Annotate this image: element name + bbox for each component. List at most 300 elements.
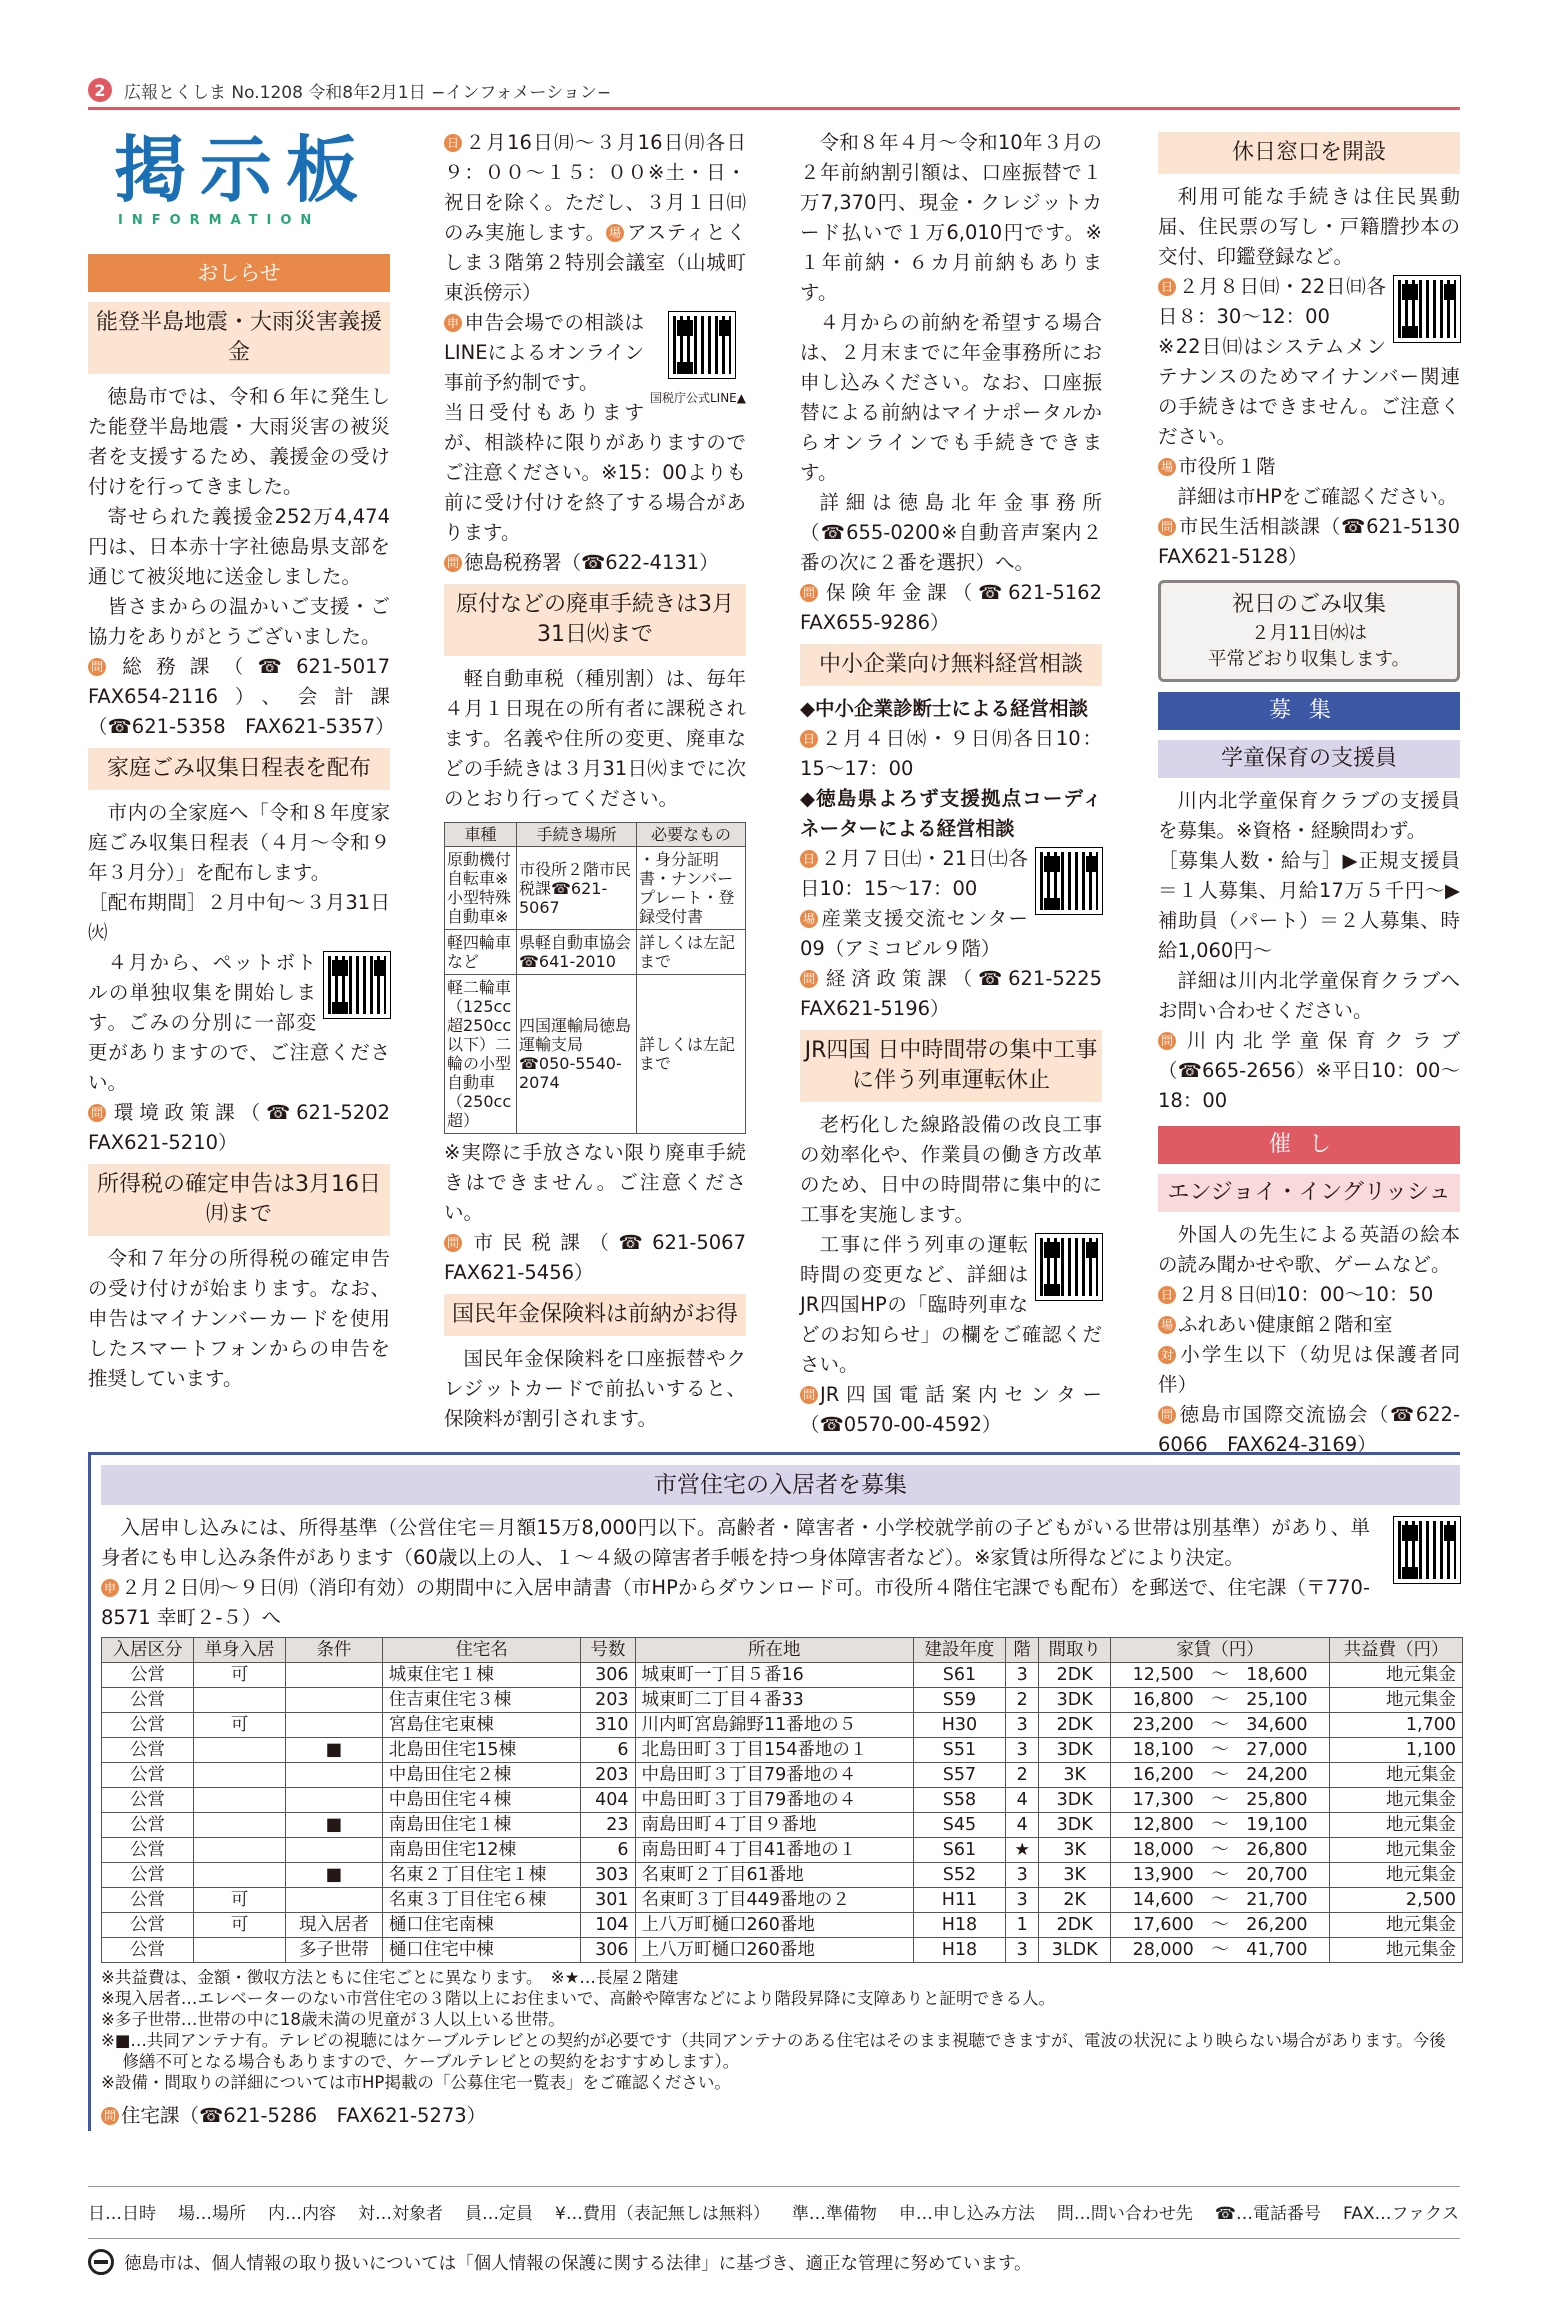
table-header: 手続き場所 bbox=[517, 823, 637, 847]
jr-contact bbox=[800, 1380, 1102, 1440]
table-cell: 6 bbox=[581, 1838, 635, 1863]
table-cell bbox=[286, 1688, 383, 1713]
section-notice: おしらせ bbox=[88, 254, 390, 292]
holiday-garbage-box bbox=[1158, 580, 1460, 682]
table-cell: 地元集金 bbox=[1330, 1688, 1463, 1713]
table-cell: 公営 bbox=[102, 1938, 194, 1963]
table-cell: 2DK bbox=[1039, 1913, 1111, 1938]
table-cell: 4 bbox=[1005, 1813, 1038, 1838]
sme-contact-text: 経済政策課（☎621-5225 FAX621-5196） bbox=[800, 967, 1122, 1020]
table-cell: 23,200 〜 34,600 bbox=[1111, 1713, 1330, 1738]
table-cell: 公営 bbox=[102, 1838, 194, 1863]
date-icon: 日 bbox=[1158, 278, 1176, 296]
target-icon: 対 bbox=[1158, 1346, 1176, 1364]
tax-apply-text: 申告会場での相談はLINEによるオンライン事前予約制です。 bbox=[444, 311, 644, 394]
table-cell: ■ bbox=[286, 1738, 383, 1763]
housing-note: ※■…共同アンテナ有。テレビの視聴にはケーブルテレビとの契約が必要です（共同アンテナのある住宅はそのまま視聴できますが、電波の状況により映らない場合があります。今後修繕不可となる場合もありますので、ケーブルテレビとの契約をおすすめします）。 bbox=[101, 2031, 1446, 2071]
table-header: 入居区分 bbox=[102, 1638, 194, 1663]
table-cell: 3 bbox=[1005, 1738, 1038, 1763]
table-cell: 3 bbox=[1005, 1713, 1038, 1738]
icon-legend bbox=[88, 2186, 1460, 2224]
table-cell: 地元集金 bbox=[1330, 1838, 1463, 1863]
page-number: 2 bbox=[88, 78, 112, 102]
table-cell: ■ bbox=[286, 1863, 383, 1888]
table-cell: 地元集金 bbox=[1330, 1763, 1463, 1788]
heading-holiday-window: 休日窓口を開設 bbox=[1158, 132, 1460, 174]
table-cell bbox=[194, 1838, 286, 1863]
table-row bbox=[102, 1663, 1463, 1688]
table-cell bbox=[194, 1938, 286, 1963]
table-header: 車種 bbox=[445, 823, 517, 847]
housing-intro-1: 入居申し込みには、所得基準（公営住宅＝月額15万8,000円以下。高齢者・障害者・小学校就学前の子どもがいる世帯は別基準）があり、単身者にも申し込み条件があります（60歳以上の人、１〜４級の障害者手帳を持つ身体障害者など）。※家賃は所得などにより決定。 bbox=[101, 1516, 1370, 1569]
noto-p3: 皆さまからの温かいご支援・ご協力をありがとうございました。 bbox=[88, 595, 390, 648]
place-icon: 場 bbox=[1158, 458, 1176, 476]
table-cell: 原動機付自転車※小型特殊自動車※ bbox=[445, 847, 517, 930]
table-cell: 3 bbox=[1005, 1863, 1038, 1888]
english-p1: 外国人の先生による英語の絵本の読み聞かせや歌、ゲームなど。 bbox=[1158, 1223, 1460, 1276]
page-header bbox=[88, 74, 1460, 106]
table-cell: 17,600 〜 26,200 bbox=[1111, 1913, 1330, 1938]
place-icon: 場 bbox=[800, 910, 818, 928]
pension-contact bbox=[800, 578, 1122, 638]
holiday-contact-text: 市民生活相談課（☎621-5130 FAX621-5128） bbox=[1158, 515, 1480, 568]
table-cell bbox=[194, 1788, 286, 1813]
table-cell bbox=[286, 1763, 383, 1788]
table-row bbox=[102, 1763, 1463, 1788]
table-cell bbox=[286, 1663, 383, 1688]
noto-p1: 徳島市では、令和６年に発生した能登半島地震・大雨災害の被災者を支援するため、義援金の受け付けを行ってきました。 bbox=[88, 385, 390, 498]
table-cell: S58 bbox=[913, 1788, 1005, 1813]
table-header: 条件 bbox=[286, 1638, 383, 1663]
scrap-note: ※実際に手放さない限り廃車手続きはできません。ご注意ください。 bbox=[444, 1141, 746, 1224]
table-cell: 3DK bbox=[1039, 1813, 1111, 1838]
column-1 bbox=[88, 128, 410, 1394]
table-cell: H30 bbox=[913, 1713, 1005, 1738]
table-cell: 16,800 〜 25,100 bbox=[1111, 1688, 1330, 1713]
housing-section bbox=[88, 1452, 1460, 2131]
place-icon: 場 bbox=[1158, 1316, 1176, 1334]
table-cell: H18 bbox=[913, 1913, 1005, 1938]
housing-contact-text: 住宅課（☎621-5286 FAX621-5273） bbox=[121, 2104, 487, 2127]
recruit-contact bbox=[1158, 1026, 1460, 1116]
english-contact-text: 徳島市国際交流協会（☎622-6066 FAX624-3169） bbox=[1158, 1403, 1460, 1456]
qr-code-icon[interactable] bbox=[1394, 1517, 1460, 1583]
holiday-garbage-sub1: ２月11日㈬は bbox=[1250, 623, 1368, 644]
table-cell: 12,500 〜 18,600 bbox=[1111, 1663, 1330, 1688]
table-cell: 404 bbox=[581, 1788, 635, 1813]
legend-item: 申…申し込み方法 bbox=[898, 2204, 1035, 2224]
table-cell bbox=[194, 1763, 286, 1788]
noto-contact bbox=[88, 652, 410, 742]
recruit-p2: ［募集人数・給与］▶正規支援員＝１人募集、月給17万５千円〜▶補助員（パート）＝２人募集、時給1,060円〜 bbox=[1158, 849, 1460, 962]
garbage-contact bbox=[88, 1098, 410, 1158]
column-4 bbox=[1158, 128, 1480, 1460]
date-icon: 日 bbox=[1158, 1286, 1176, 1304]
table-cell: 宮島住宅東棟 bbox=[382, 1713, 581, 1738]
garbage-p2: ４月から、ペットボトルの単独収集を開始します。ごみの分別に一部変更がありますので、ご注意ください。 bbox=[88, 951, 390, 1094]
table-cell: 詳しくは左記まで bbox=[637, 930, 746, 975]
table-cell: 13,900 〜 20,700 bbox=[1111, 1863, 1330, 1888]
table-cell: 城東住宅１棟 bbox=[382, 1663, 581, 1688]
table-cell: 公営 bbox=[102, 1688, 194, 1713]
table-cell: 可 bbox=[194, 1913, 286, 1938]
holiday-place bbox=[1158, 452, 1460, 482]
apply-icon: 申 bbox=[444, 314, 462, 332]
table-cell: 名東２丁目住宅１棟 bbox=[382, 1863, 581, 1888]
scrap-contact bbox=[444, 1228, 766, 1288]
table-cell: 可 bbox=[194, 1713, 286, 1738]
table-cell: 軽四輪車など bbox=[445, 930, 517, 975]
table-row bbox=[102, 1888, 1463, 1913]
table-cell: 南島田住宅12棟 bbox=[382, 1838, 581, 1863]
table-cell: 18,100 〜 27,000 bbox=[1111, 1738, 1330, 1763]
legend-item: 員…定員 bbox=[465, 2204, 533, 2224]
table-cell: 軽二輪車（125cc超250cc以下）二輪の小型自動車（250cc超） bbox=[445, 975, 517, 1134]
table-cell: 南島田町４丁目41番地の１ bbox=[635, 1838, 913, 1863]
qr-code-icon[interactable] bbox=[324, 952, 390, 1018]
table-cell: 2DK bbox=[1039, 1663, 1111, 1688]
housing-intro-2 bbox=[101, 1573, 1370, 1633]
english-place bbox=[1158, 1310, 1460, 1340]
table-cell: 303 bbox=[581, 1863, 635, 1888]
noto-p2: 寄せられた義援金252万4,474円は、日本赤十字社徳島県支部を通じて被災地に送金しました。 bbox=[88, 505, 390, 588]
city-seal-icon bbox=[88, 2249, 114, 2275]
table-cell: 3 bbox=[1005, 1888, 1038, 1913]
table-cell bbox=[286, 1888, 383, 1913]
table-cell bbox=[286, 1713, 383, 1738]
table-cell: 3K bbox=[1039, 1763, 1111, 1788]
footer bbox=[88, 2238, 1460, 2275]
table-cell: 樋口住宅南棟 bbox=[382, 1913, 581, 1938]
table-row bbox=[445, 847, 746, 930]
housing-table bbox=[101, 1637, 1463, 1963]
table-cell: S57 bbox=[913, 1763, 1005, 1788]
table-row bbox=[102, 1913, 1463, 1938]
english-place-text: ふれあい健康館２階和室 bbox=[1178, 1313, 1393, 1336]
footer-text: 徳島市は、個人情報の取り扱いについては「個人情報の保護に関する法律」に基づき、適正な管理に努めています。 bbox=[124, 2253, 1032, 2274]
table-cell: 公営 bbox=[102, 1788, 194, 1813]
table-cell: 4 bbox=[1005, 1788, 1038, 1813]
table-cell: 城東町二丁目４番33 bbox=[635, 1688, 913, 1713]
contact-icon: 問 bbox=[1158, 1032, 1176, 1050]
sme-d2-text: ２月７日㈯・21日㈯各日10：15〜17：00 bbox=[800, 847, 1028, 900]
apply-icon: 申 bbox=[101, 1579, 119, 1597]
table-cell bbox=[286, 1838, 383, 1863]
table-cell: 公営 bbox=[102, 1888, 194, 1913]
table-header: 家賃（円） bbox=[1111, 1638, 1330, 1663]
table-cell: 3K bbox=[1039, 1863, 1111, 1888]
table-cell: 公営 bbox=[102, 1738, 194, 1763]
qr-code-icon[interactable] bbox=[669, 312, 735, 378]
scrap-contact-text: 市民税課（☎621-5067 FAX621-5456） bbox=[444, 1231, 766, 1284]
housing-note: ※現入居者…エレベーターのない市営住宅の３階以上にお住まいで、高齢や障害などにより階段昇降に支障ありと証明できる人。 bbox=[101, 1989, 1055, 2008]
table-row bbox=[445, 930, 746, 975]
table-cell: S59 bbox=[913, 1688, 1005, 1713]
table-cell: 城東町一丁目５番16 bbox=[635, 1663, 913, 1688]
table-cell: 地元集金 bbox=[1330, 1913, 1463, 1938]
table-cell: 3DK bbox=[1039, 1738, 1111, 1763]
heading-pension: 国民年金保険料は前納がお得 bbox=[444, 1294, 746, 1336]
table-cell: S52 bbox=[913, 1863, 1005, 1888]
legend-item: 日…日時 bbox=[88, 2204, 156, 2224]
noto-contact-text: 総務課（☎621-5017 FAX654-2116）、会計課（☎621-5358 FAX621-5357） bbox=[88, 655, 410, 738]
tax-contact bbox=[444, 548, 746, 578]
table-cell: S61 bbox=[913, 1838, 1005, 1863]
heading-recruit: 学童保育の支援員 bbox=[1158, 740, 1460, 778]
housing-intro-2-text: ２月２日㈪〜９日㈪（消印有効）の期間中に入居申請書（市HPからダウンロード可。市役所４階住宅課でも配布）を郵送で、住宅課（〒770-8571 幸町２-５）へ bbox=[101, 1576, 1370, 1629]
table-cell: 北島田町３丁目154番地の１ bbox=[635, 1738, 913, 1763]
pension-p1: 国民年金保険料を口座振替やクレジットカードで前払いすると、保険料が割引されます。 bbox=[444, 1347, 746, 1430]
table-cell: 28,000 〜 41,700 bbox=[1111, 1938, 1330, 1963]
table-cell: 2K bbox=[1039, 1888, 1111, 1913]
contact-icon: 問 bbox=[1158, 1406, 1176, 1424]
housing-intro bbox=[101, 1513, 1460, 1633]
table-header: 間取り bbox=[1039, 1638, 1111, 1663]
table-cell: 3DK bbox=[1039, 1688, 1111, 1713]
table-cell: 県軽自動車協会☎641-2010 bbox=[517, 930, 637, 975]
scrap-p1: 軽自動車税（種別割）は、毎年４月１日現在の所有者に課税されます。名義や住所の変更、廃車などの手続きは３月31日㈫までに次のとおり行ってください。 bbox=[444, 667, 746, 810]
date-icon: 日 bbox=[444, 134, 462, 152]
table-header: 共益費（円） bbox=[1330, 1638, 1463, 1663]
table-cell: 2 bbox=[1005, 1763, 1038, 1788]
table-header: 住宅名 bbox=[382, 1638, 581, 1663]
pension-p3: ４月からの前納を希望する場合は、２月末までに年金事務所にお申し込みください。なお、口座振替による前納はマイナポータルからオンラインでも手続きできます。 bbox=[800, 311, 1102, 484]
logo-title: 掲示板 bbox=[114, 128, 373, 212]
holiday-date-text: ２月８日㈰・22日㈰各日８：30〜12：00 bbox=[1158, 275, 1386, 328]
qr-code-icon[interactable] bbox=[1036, 848, 1102, 914]
table-cell bbox=[194, 1813, 286, 1838]
heading-scrap: 原付などの廃車手続きは3月31日㈫まで bbox=[444, 584, 746, 656]
table-cell: 詳しくは左記まで bbox=[637, 975, 746, 1134]
table-cell: 203 bbox=[581, 1763, 635, 1788]
holiday-place-text: 市役所１階 bbox=[1178, 455, 1276, 478]
heading-noto: 能登半島地震・大雨災害義援金 bbox=[88, 302, 390, 374]
english-contact bbox=[1158, 1400, 1460, 1460]
table-cell: 104 bbox=[581, 1913, 635, 1938]
table-cell: 6 bbox=[581, 1738, 635, 1763]
table-cell: 203 bbox=[581, 1688, 635, 1713]
table-header: 必要なもの bbox=[637, 823, 746, 847]
table-row bbox=[102, 1738, 1463, 1763]
table-cell: 1,700 bbox=[1330, 1713, 1463, 1738]
table-cell: 12,800 〜 19,100 bbox=[1111, 1813, 1330, 1838]
holiday-garbage-title: 祝日のごみ収集 bbox=[1231, 592, 1386, 617]
table-cell: 2 bbox=[1005, 1688, 1038, 1713]
english-target bbox=[1158, 1340, 1460, 1400]
section-events: 催し bbox=[1158, 1126, 1460, 1164]
table-cell: 310 bbox=[581, 1713, 635, 1738]
table-cell: 名東３丁目住宅６棟 bbox=[382, 1888, 581, 1913]
table-row bbox=[445, 975, 746, 1134]
table-cell: 名東町３丁目449番地の２ bbox=[635, 1888, 913, 1913]
jr-contact-text: JR四国電話案内センター（☎0570-00-4592） bbox=[800, 1383, 1102, 1436]
table-row bbox=[102, 1713, 1463, 1738]
table-cell: 公営 bbox=[102, 1913, 194, 1938]
legend-item: 問…問い合わせ先 bbox=[1056, 2204, 1193, 2224]
qr-code-icon[interactable] bbox=[1394, 276, 1460, 342]
table-cell: 地元集金 bbox=[1330, 1813, 1463, 1838]
tax-date bbox=[444, 128, 746, 308]
table-cell: 地元集金 bbox=[1330, 1938, 1463, 1963]
sme-place-text: 産業支援交流センター09（アミコビル９階） bbox=[800, 907, 1028, 960]
table-cell bbox=[194, 1738, 286, 1763]
table-cell: 公営 bbox=[102, 1863, 194, 1888]
tax-p1: 令和７年分の所得税の確定申告の受け付けが始まります。なお、申告はマイナンバーカードを使用したスマートフォンからの申告を推奨しています。 bbox=[88, 1247, 390, 1390]
pension-p2: 令和８年４月〜令和10年３月の２年前納割引額は、口座振替で１万7,370円、現金・クレジットカード払いで１万6,010円です。※１年前納・６カ月前納もあります。 bbox=[800, 131, 1102, 304]
sme-h1: ◆中小企業診断士による経営相談 bbox=[800, 697, 1088, 720]
heading-jr: JR四国 日中時間帯の集中工事に伴う列車運転休止 bbox=[800, 1030, 1102, 1102]
legend-item: ¥…費用（表記無しは無料） bbox=[555, 2204, 770, 2224]
tax-contact-text: 徳島税務署（☎622-4131） bbox=[464, 551, 719, 574]
table-cell: 四国運輸局徳島運輸支局☎050-5540-2074 bbox=[517, 975, 637, 1134]
table-cell: 住吉東住宅３棟 bbox=[382, 1688, 581, 1713]
table-row bbox=[102, 1863, 1463, 1888]
sme-h2: ◆徳島県よろず支援拠点コーディネーターによる経営相談 bbox=[800, 787, 1102, 840]
housing-note: ※設備・間取りの詳細については市HP掲載の「公募住宅一覧表」をご確認ください。 bbox=[101, 2073, 731, 2092]
date-icon: 日 bbox=[800, 850, 818, 868]
housing-title: 市営住宅の入居者を募集 bbox=[101, 1465, 1460, 1505]
housing-note: ※共益費は、金額・徴収方法ともに住宅ごとに異なります。 ※★…長屋２階建 bbox=[101, 1968, 679, 1987]
housing-note: ※多子世帯…世帯の中に18歳未満の児童が３人以上いる世帯。 bbox=[101, 2010, 565, 2029]
table-row bbox=[102, 1813, 1463, 1838]
contact-icon: 問 bbox=[101, 2107, 119, 2125]
table-cell: 北島田住宅15棟 bbox=[382, 1738, 581, 1763]
table-cell: 可 bbox=[194, 1888, 286, 1913]
table-cell: 地元集金 bbox=[1330, 1663, 1463, 1688]
contact-icon: 問 bbox=[444, 554, 462, 572]
table-cell: 中島田町３丁目79番地の４ bbox=[635, 1788, 913, 1813]
holiday-p2: 詳細は市HPをご確認ください。 bbox=[1177, 485, 1458, 508]
board-logo bbox=[88, 128, 390, 246]
table-cell: 3 bbox=[1005, 1938, 1038, 1963]
table-cell: S61 bbox=[913, 1663, 1005, 1688]
table-cell: 公営 bbox=[102, 1763, 194, 1788]
qr-code-icon[interactable] bbox=[1036, 1234, 1102, 1300]
table-cell: 16,200 〜 24,200 bbox=[1111, 1763, 1330, 1788]
logo-subtitle: INFORMATION bbox=[118, 213, 321, 228]
table-cell: 可 bbox=[194, 1663, 286, 1688]
heading-sme: 中小企業向け無料経営相談 bbox=[800, 644, 1102, 686]
table-cell: 14,600 〜 21,700 bbox=[1111, 1888, 1330, 1913]
garbage-period: ［配布期間］２月中旬〜３月31日㈫ bbox=[88, 891, 390, 944]
table-cell: 3K bbox=[1039, 1838, 1111, 1863]
table-cell: ■ bbox=[286, 1813, 383, 1838]
column-2 bbox=[444, 128, 766, 1434]
table-cell: S45 bbox=[913, 1813, 1005, 1838]
legend-item: 準…準備物 bbox=[791, 2204, 877, 2224]
place-icon: 場 bbox=[606, 224, 624, 242]
contact-icon: 問 bbox=[88, 1104, 106, 1122]
heading-tax: 所得税の確定申告は3月16日㈪まで bbox=[88, 1164, 390, 1236]
header-text: 広報とくしま No.1208 令和8年2月1日 −インフォメーション− bbox=[124, 82, 612, 103]
table-cell: 樋口住宅中棟 bbox=[382, 1938, 581, 1963]
table-cell: H18 bbox=[913, 1938, 1005, 1963]
legend-item: ☎…電話番号 bbox=[1214, 2204, 1322, 2224]
table-row bbox=[102, 1938, 1463, 1963]
housing-contact bbox=[101, 2101, 1460, 2131]
table-cell: 多子世帯 bbox=[286, 1938, 383, 1963]
table-cell: 3DK bbox=[1039, 1788, 1111, 1813]
table-cell: H11 bbox=[913, 1888, 1005, 1913]
holiday-garbage-sub2: 平常どおり収集します。 bbox=[1207, 649, 1411, 670]
table-header: 号数 bbox=[581, 1638, 635, 1663]
section-recruit: 募集 bbox=[1158, 692, 1460, 730]
table-cell: 306 bbox=[581, 1938, 635, 1963]
garbage-p1: 市内の全家庭へ「令和８年度家庭ごみ収集日程表（４月〜令和９年３月分）」を配布します。 bbox=[88, 801, 390, 884]
table-cell: 中島田住宅２棟 bbox=[382, 1763, 581, 1788]
table-cell: 中島田町３丁目79番地の４ bbox=[635, 1763, 913, 1788]
contact-icon: 問 bbox=[88, 658, 106, 676]
table-cell: 市役所２階市民税課☎621-5067 bbox=[517, 847, 637, 930]
holiday-contact bbox=[1158, 512, 1480, 572]
table-header: 単身入居 bbox=[194, 1638, 286, 1663]
table-header: 階 bbox=[1005, 1638, 1038, 1663]
table-cell: ・身分証明書・ナンバープレート・登録受付書 bbox=[637, 847, 746, 930]
table-cell: 南島田町４丁目９番地 bbox=[635, 1813, 913, 1838]
table-cell: 上八万町樋口260番地 bbox=[635, 1938, 913, 1963]
line-qr-block bbox=[650, 308, 746, 405]
holiday-p1: 利用可能な手続きは住民異動届、住民票の写し・戸籍謄抄本の交付、印鑑登録など。 bbox=[1158, 185, 1460, 268]
table-cell: 2DK bbox=[1039, 1713, 1111, 1738]
table-cell bbox=[286, 1788, 383, 1813]
legend-item: 対…対象者 bbox=[358, 2204, 443, 2224]
table-cell: 地元集金 bbox=[1330, 1863, 1463, 1888]
contact-icon: 問 bbox=[800, 1386, 818, 1404]
table-cell: 地元集金 bbox=[1330, 1788, 1463, 1813]
garbage-contact-text: 環境政策課（☎621-5202 FAX621-5210） bbox=[88, 1101, 410, 1154]
table-cell: 名東町２丁目61番地 bbox=[635, 1863, 913, 1888]
table-cell: 1,100 bbox=[1330, 1738, 1463, 1763]
table-cell: 中島田住宅４棟 bbox=[382, 1788, 581, 1813]
tax-date-text: ２月16日㈪〜３月16日㈪各日９：００〜１５：００※土・日・祝日を除く。ただし、３月１日㈰のみ実施します。 bbox=[444, 131, 746, 244]
pension-contact-text: 保険年金課（☎621-5162 FAX655-9286） bbox=[800, 581, 1122, 634]
housing-notes bbox=[101, 1967, 1460, 2093]
contact-icon: 問 bbox=[800, 970, 818, 988]
table-cell: 公営 bbox=[102, 1813, 194, 1838]
table-cell: 上八万町樋口260番地 bbox=[635, 1913, 913, 1938]
legend-item: 場…場所 bbox=[178, 2204, 246, 2224]
contact-icon: 問 bbox=[444, 1234, 462, 1252]
pension-p4: 詳細は徳島北年金事務所（☎655-0200※自動音声案内２番の次に２番を選択）へ。 bbox=[800, 491, 1102, 574]
table-cell: 3LDK bbox=[1039, 1938, 1111, 1963]
table-cell: 川内町宮島錦野11番地の５ bbox=[635, 1713, 913, 1738]
recruit-p1: 川内北学童保育クラブの支援員を募集。※資格・経験問わず。 bbox=[1158, 789, 1460, 842]
heading-english: エンジョイ・イングリッシュ bbox=[1158, 1174, 1460, 1212]
tax-p3: 当日受付もありますが、相談枠に限りがありますのでご注意ください。※15：00よりも前に受け付けを終了する場合があります。 bbox=[444, 401, 746, 544]
sme-d1 bbox=[800, 724, 1102, 784]
table-cell: S51 bbox=[913, 1738, 1005, 1763]
line-qr-label: 国税庁公式LINE▲ bbox=[649, 391, 746, 405]
jr-p1: 老朽化した線路設備の改良工事の効率化や、作業員の働き方改革のため、日中の時間帯に集中的に工事を実施します。 bbox=[800, 1113, 1102, 1226]
recruit-contact-text: 川内北学童保育クラブ（☎665-2656）※平日10：00〜18：00 bbox=[1158, 1029, 1460, 1112]
contact-icon: 問 bbox=[1158, 518, 1176, 536]
legend-item: 内…内容 bbox=[268, 2204, 336, 2224]
table-cell: 306 bbox=[581, 1663, 635, 1688]
sme-d1-text: ２月４日㈬・９日㈪各日10：15〜17：00 bbox=[800, 727, 1102, 780]
header-rule bbox=[88, 107, 1460, 110]
table-row bbox=[102, 1838, 1463, 1863]
table-header: 所在地 bbox=[635, 1638, 913, 1663]
table-cell: 公営 bbox=[102, 1713, 194, 1738]
table-cell: 公営 bbox=[102, 1663, 194, 1688]
table-cell: 17,300 〜 25,800 bbox=[1111, 1788, 1330, 1813]
english-date bbox=[1158, 1280, 1460, 1310]
heading-garbage: 家庭ごみ収集日程表を配布 bbox=[88, 748, 390, 790]
recruit-p3: 詳細は川内北学童保育クラブへお問い合わせください。 bbox=[1158, 969, 1460, 1022]
table-row bbox=[102, 1788, 1463, 1813]
tax-place-text: アスティとくしま３階第２特別会議室（山城町東浜傍示） bbox=[444, 221, 746, 304]
date-icon: 日 bbox=[800, 730, 818, 748]
